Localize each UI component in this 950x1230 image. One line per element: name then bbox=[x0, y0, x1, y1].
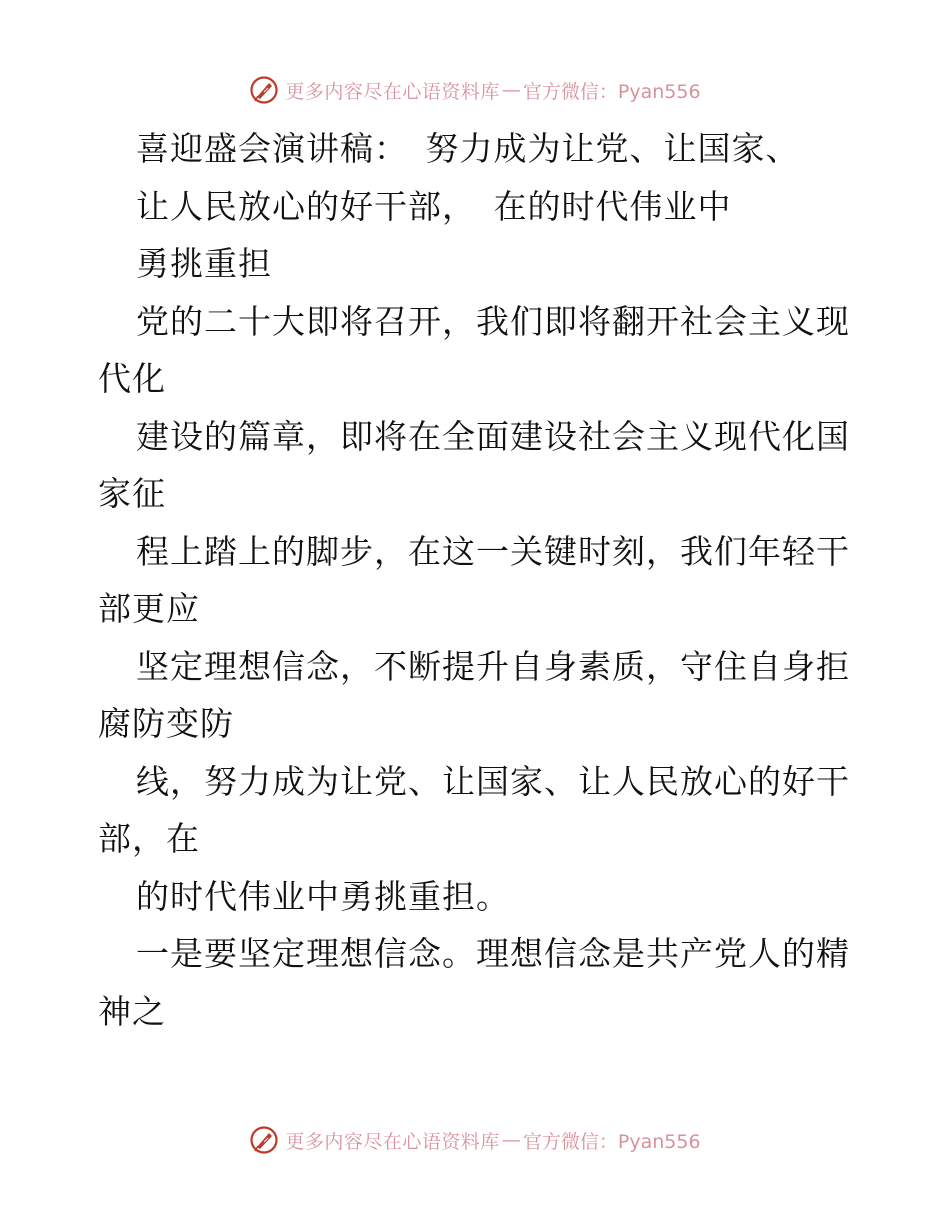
watermark-contact: 官方微信：Pyan556 bbox=[522, 1130, 701, 1153]
text-line: 喜迎盛会演讲稿： 努力成为让党、让国家、 bbox=[136, 129, 800, 168]
text-line: 代化 bbox=[98, 359, 166, 398]
text-line: 建设的篇章，即将在全面建设社会主义现代化国 bbox=[136, 416, 850, 456]
text-line: 勇挑重担 bbox=[136, 244, 272, 283]
text-line: 部，在 bbox=[98, 819, 200, 858]
text-line: 线，努力成为让党、让国家、让人民放心的好干 bbox=[136, 761, 850, 801]
watermark-dash: — bbox=[501, 79, 521, 101]
text-line: 的时代伟业中勇挑重担。 bbox=[136, 876, 510, 916]
watermark-dash: — bbox=[501, 1129, 521, 1151]
watermark-text: 更多内容尽在心语资料库 bbox=[285, 1130, 500, 1153]
text-line: 腐防变防 bbox=[98, 704, 234, 743]
header-watermark bbox=[0, 72, 950, 108]
text-line: 神之 bbox=[98, 991, 166, 1031]
text-line: 党的二十大即将召开，我们即将翻开社会主义现 bbox=[136, 301, 850, 341]
quill-logo-icon bbox=[249, 75, 279, 105]
text-line: 坚定理想信念，不断提升自身素质，守住自身拒 bbox=[136, 646, 850, 686]
text-line: 一是要坚定理想信念。理想信念是共产党人的精 bbox=[136, 934, 850, 973]
quill-logo-icon bbox=[249, 1125, 279, 1155]
text-line: 家征 bbox=[98, 474, 166, 513]
footer-watermark bbox=[0, 1122, 950, 1158]
watermark-text: 更多内容尽在心语资料库 bbox=[285, 80, 500, 103]
watermark-contact: 官方微信：Pyan556 bbox=[522, 80, 701, 103]
text-line: 让人民放心的好干部， 在的时代伟业中 bbox=[136, 186, 732, 226]
document-body bbox=[98, 120, 858, 1040]
text-line: 程上踏上的脚步，在这一关键时刻，我们年轻干 bbox=[136, 531, 850, 571]
text-line: 部更应 bbox=[98, 589, 200, 628]
